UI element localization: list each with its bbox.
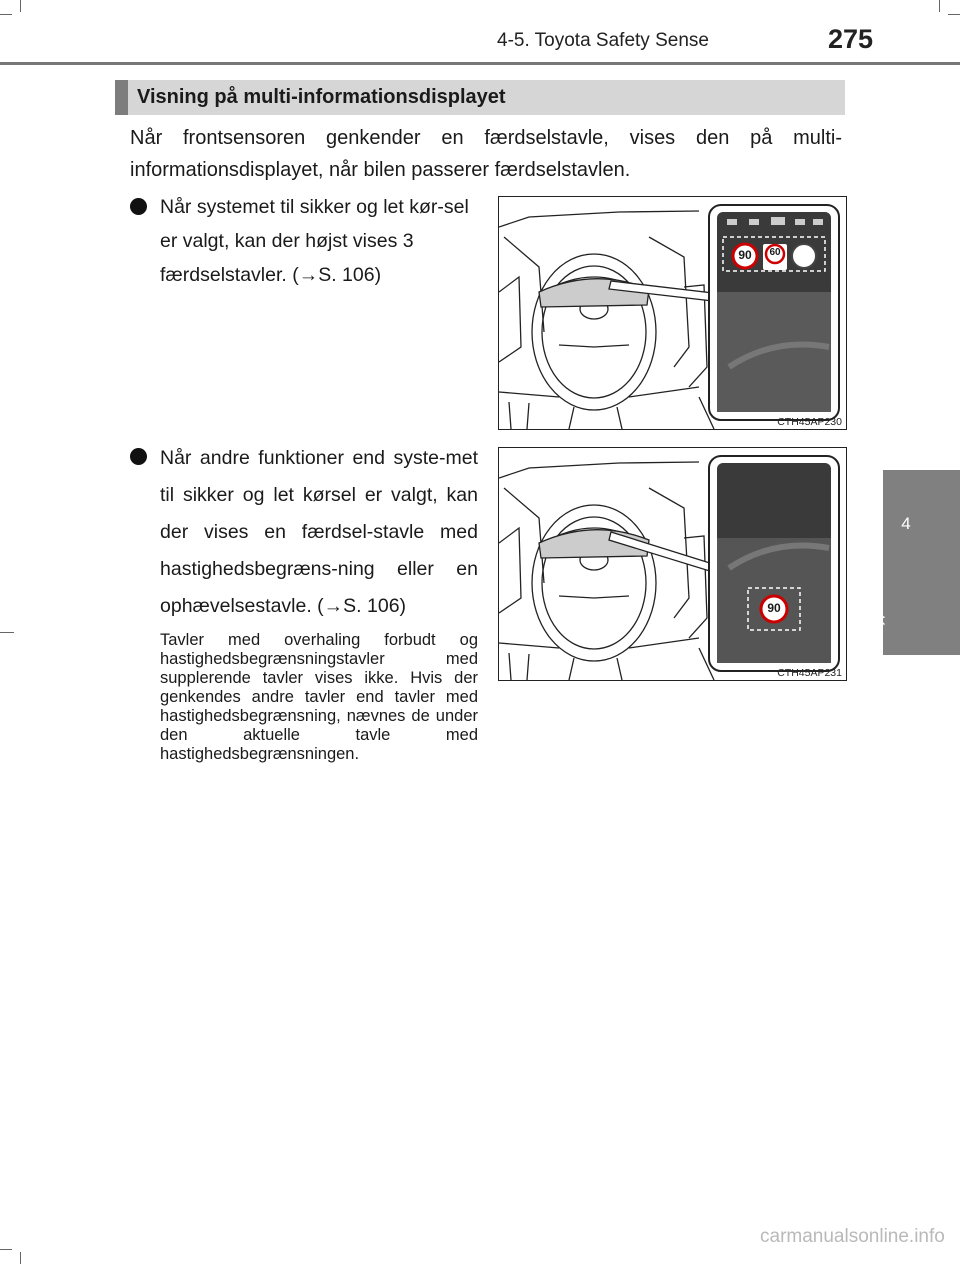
crop-mark — [0, 632, 14, 633]
bullet-text: Når andre funktioner end syste-met til sikker og let kørsel er valgt, kan der vises en færdsel-stavle med hastighedsbegræns-ning eller en ophævelsestavle. (→S. 106) — [160, 447, 478, 617]
dashboard-drawing — [499, 197, 846, 429]
watermark: carmanualsonline.info — [760, 1226, 945, 1247]
dashboard-drawing — [499, 448, 846, 680]
arrow-icon: → — [323, 595, 344, 617]
page-reference-link[interactable]: S. 106) — [318, 264, 382, 286]
chapter-label: Kørsel — [869, 615, 888, 665]
chapter-number: 4 — [901, 514, 911, 533]
dashboard-illustration — [498, 447, 847, 681]
note-paragraph: Tavler med overhaling forbudt og hastighedsbegrænsningstavler med supplerende tavler vises ikke. Hvis der genkendes andre tavler end tavler med hastighedsbegrænsning, nævnes de under den aktuelle tavle med hastighedsbegrænsningen. — [160, 631, 478, 763]
crop-mark — [20, 0, 21, 12]
banner-accent-bar — [115, 80, 128, 115]
crop-mark — [948, 14, 960, 15]
header-rule — [0, 62, 960, 65]
bullet-text: Når systemet til sikker og let kør-sel er valgt, kan der højst vises 3 færdselstavler. (→S. 106) — [160, 196, 469, 286]
figure-code: CTH45AP230 — [777, 416, 842, 428]
bullet-icon — [130, 198, 147, 215]
intro-paragraph: Når frontsensoren genkender en færdselstavle, vises den på multi-informationsdisplayet, når bilen passerer færdselstavlen. — [130, 127, 842, 181]
page-reference-link[interactable]: S. 106) — [343, 595, 407, 617]
crop-mark — [939, 0, 940, 12]
banner-title: Visning på multi-informationsdisplayet — [137, 86, 506, 108]
crop-mark — [0, 14, 12, 15]
subsection-banner — [115, 80, 845, 115]
crop-mark — [20, 1252, 21, 1264]
page-number: 275 — [828, 24, 874, 54]
section-title: 4-5. Toyota Safety Sense — [497, 30, 709, 51]
bullet-icon — [130, 448, 147, 465]
speed-sign-label: 90 — [738, 248, 752, 262]
crop-mark — [0, 1249, 12, 1250]
dashboard-illustration — [498, 196, 847, 430]
speed-sign-label: 90 — [767, 601, 781, 615]
speed-sign-label: 60 — [769, 247, 781, 258]
arrow-icon: → — [298, 264, 319, 286]
figure-code: CTH45AP231 — [777, 667, 842, 679]
